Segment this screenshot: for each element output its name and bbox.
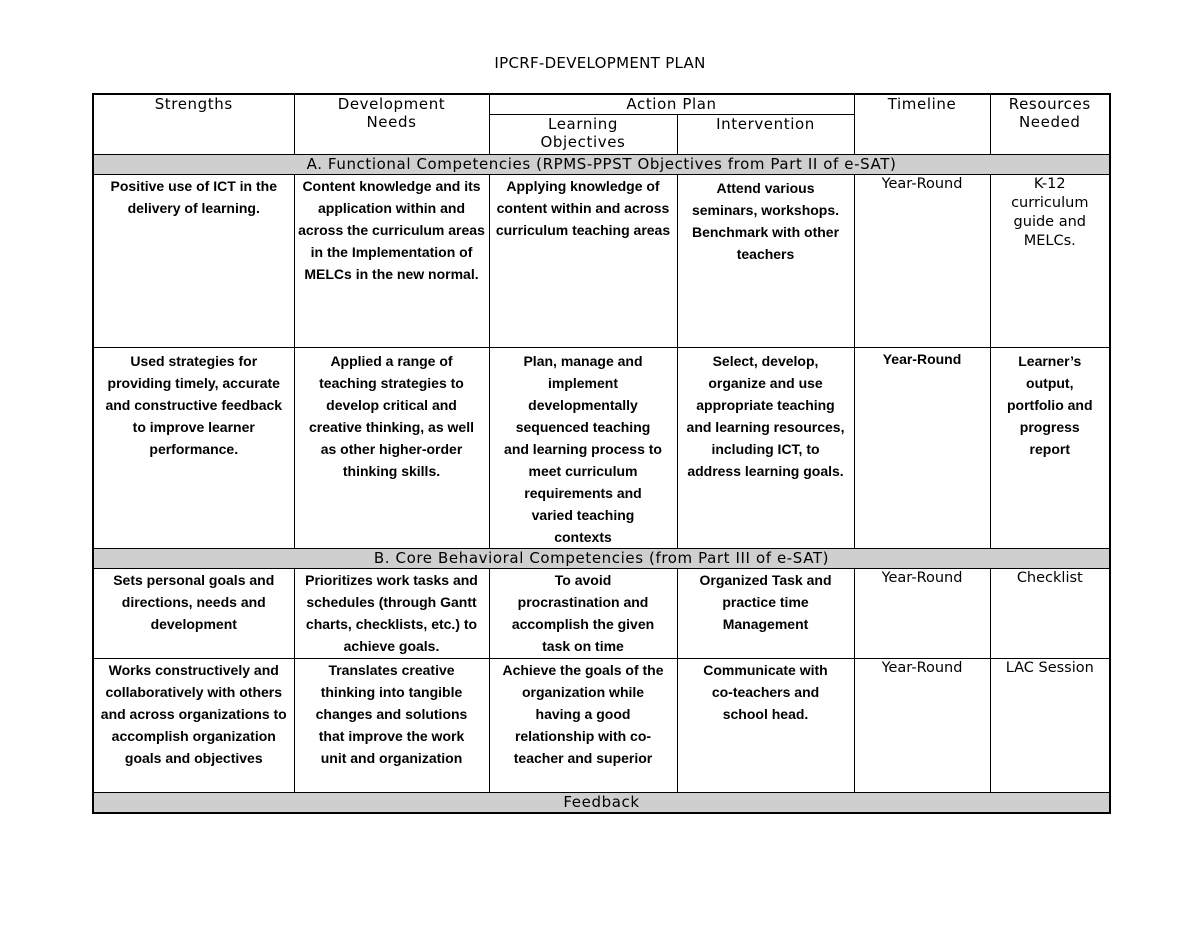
row-learning-objective: Applying knowledge of content within and across curriculum teaching areas: [489, 174, 677, 347]
header-learning-objectives: Learning Objectives: [489, 114, 677, 154]
row-timeline: Year-Round: [854, 347, 990, 548]
row-resources: Learner’s output, portfolio and progress report: [990, 347, 1110, 548]
row-intervention: Organized Task and practice time Management: [677, 568, 854, 658]
row-learning-objective: To avoid procrastination and accomplish the given task on time: [489, 568, 677, 658]
header-resources-needed: Resources Needed: [990, 94, 1110, 154]
row-development-need: Content knowledge and its application within and across the curriculum areas in the Implementation of MELCs in the new normal.: [294, 174, 489, 347]
header-timeline: Timeline: [854, 94, 990, 154]
row-learning-objective: Achieve the goals of the organization while having a good relationship with co-teacher and superior: [489, 658, 677, 792]
row-intervention: Communicate with co-teachers and school head.: [677, 658, 854, 792]
row-strength: Used strategies for providing timely, accurate and constructive feedback to improve learner performance.: [93, 347, 294, 548]
row-strength: Works constructively and collaboratively with others and across organizations to accomplish organization goals and objectives: [93, 658, 294, 792]
table-row: [93, 658, 1110, 792]
row-resources: Checklist: [990, 568, 1110, 658]
row-intervention: Select, develop, organize and use appropriate teaching and learning resources, including ICT, to address learning goals.: [677, 347, 854, 548]
row-learning-objective: Plan, manage and implement developmentally sequenced teaching and learning process to meet curriculum requirements and varied teaching contexts: [489, 347, 677, 548]
row-resources: K-12 curriculum guide and MELCs.: [990, 174, 1110, 347]
section-feedback: Feedback: [93, 792, 1110, 813]
header-intervention: Intervention: [677, 114, 854, 154]
section-core-behavioral-competencies: B. Core Behavioral Competencies (from Part III of e-SAT): [93, 548, 1110, 568]
row-strength: Positive use of ICT in the delivery of learning.: [93, 174, 294, 347]
document-title: IPCRF-DEVELOPMENT PLAN: [494, 54, 706, 72]
row-timeline: Year-Round: [854, 568, 990, 658]
row-resources: LAC Session: [990, 658, 1110, 792]
table-row: [93, 174, 1110, 347]
row-timeline: Year-Round: [854, 174, 990, 347]
development-plan-table: [92, 93, 1111, 814]
row-development-need: Applied a range of teaching strategies to develop critical and creative thinking, as well as other higher-order thinking skills.: [294, 347, 489, 548]
row-development-need: Prioritizes work tasks and schedules (through Gantt charts, checklists, etc.) to achieve goals.: [294, 568, 489, 658]
row-intervention: Attend various seminars, workshops. Benchmark with other teachers: [677, 174, 854, 347]
table-row: [93, 347, 1110, 548]
header-action-plan: Action Plan: [489, 94, 854, 114]
header-strengths: Strengths: [93, 94, 294, 154]
row-development-need: Translates creative thinking into tangible changes and solutions that improve the work unit and organization: [294, 658, 489, 792]
section-functional-competencies: A. Functional Competencies (RPMS-PPST Objectives from Part II of e-SAT): [93, 154, 1110, 174]
header-development-needs: Development Needs: [294, 94, 489, 154]
table-row: [93, 568, 1110, 658]
row-timeline: Year-Round: [854, 658, 990, 792]
row-strength: Sets personal goals and directions, needs and development: [93, 568, 294, 658]
